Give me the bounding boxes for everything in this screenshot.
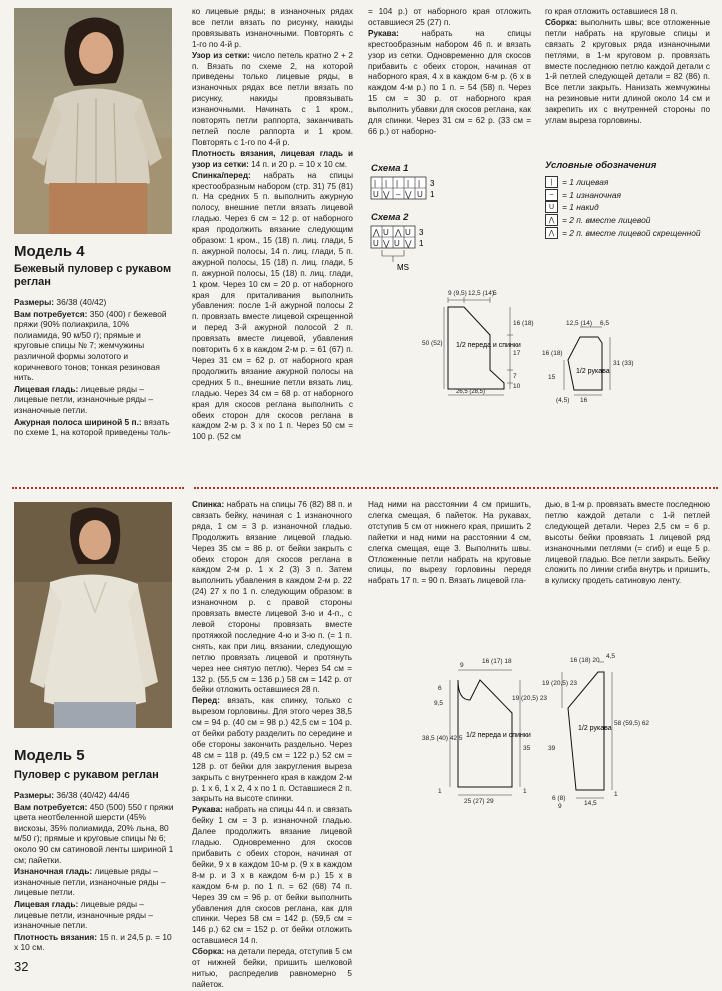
svg-text:U: U <box>405 228 411 237</box>
paragraph <box>545 500 710 587</box>
model4-column-3 <box>368 7 531 137</box>
paragraph-label: Размеры: <box>14 297 55 307</box>
paragraph-text: лицевые ряды – лицевые петли, изнаночные ряды – изнаночные петли. <box>14 898 154 931</box>
scheme1-label: Схема 1 <box>371 163 409 174</box>
svg-text:U: U <box>417 190 423 199</box>
m4-sleeve-label: 1/2 рукава <box>576 368 610 375</box>
paragraph-label: Спинка/перед: <box>192 170 251 180</box>
scheme1-grid <box>371 177 441 205</box>
paragraph-text: 350 (400) г бежевой пряжи (90% полиакрила, 10% полиамида, 90 м/50 г); прямые и круговые спицы № 7; жемчужины различной формы золотого и коричневого тонов; тонкая резиновая нить. <box>14 308 167 383</box>
paragraph-label: Лицевая гладь: <box>14 383 79 394</box>
knit-stitch-icon: | <box>545 176 558 188</box>
svg-text:U: U <box>373 190 379 199</box>
legend-item <box>545 189 715 202</box>
k2tog-icon: ⋀ <box>545 214 558 226</box>
paragraph <box>14 866 176 898</box>
paragraph-text: го края отложить оставшиеся 18 п. <box>545 7 678 16</box>
paragraph-label: Размеры: <box>14 790 55 800</box>
paragraph <box>14 309 176 383</box>
paragraph <box>14 384 176 416</box>
m4-sleeve-left: 16 (18) <box>542 350 563 357</box>
m4-sleeve-left2: 15 <box>548 374 556 381</box>
m4-sleeve-bottom2: (4,5) <box>556 397 570 404</box>
svg-text:⋀: ⋀ <box>373 228 380 237</box>
svg-text:|: | <box>385 179 388 188</box>
m5-body-b-left: 1 <box>438 788 442 795</box>
paragraph-text: 36/38 (40/42) <box>54 297 107 307</box>
m5-sleeve-top: 16 (18) 20 <box>570 657 600 664</box>
scheme2-ms: MS <box>397 263 409 272</box>
paragraph <box>14 790 176 801</box>
page-number: 32 <box>14 959 29 974</box>
m5-body-left: 38,5 (40) 42,5 <box>422 735 463 742</box>
m5-sleeve-left2: 39 <box>548 745 556 752</box>
model5-sleeve-pattern <box>540 650 650 810</box>
model4-photo <box>14 8 172 234</box>
paragraph-label: Сборка: <box>545 17 578 27</box>
model4-specs <box>14 297 176 439</box>
paragraph-text: 15 п. и 24,5 р. = 10 х 10 см. <box>14 931 172 953</box>
legend <box>545 160 715 239</box>
purl-stitch-icon: – <box>545 189 558 201</box>
scheme1-row-3: 3 <box>430 179 435 188</box>
m4-sleeve-bottom: 16 <box>580 397 588 404</box>
model4-subtitle-1: Бежевый пуловер с рукавом <box>14 263 172 275</box>
legend-item <box>545 201 715 214</box>
svg-text:U: U <box>394 239 400 248</box>
m5-sleeve-b3: 1 <box>614 791 618 798</box>
m5-body-l1: 6 <box>438 685 442 692</box>
svg-text:⋁: ⋁ <box>383 190 390 199</box>
yarn-over-icon: U <box>545 201 558 213</box>
model4-sleeve-pattern <box>540 315 650 405</box>
paragraph-text: дью, в 1-м р. провязать вместе последнюю петлю каждой детали с 1-й петлей следующей детали. Через 2,5 см = 6 р. высоты бейки провязать 1 лицевой ряд изнаночными петлями (= сгиб) и еще 5 р. лицевой гладью. Все петли закрыть. Бейку сложить по линии сгиба внутрь и пришить, в кулиску продеть сатиновую ленту. <box>545 500 710 586</box>
legend-item-text: = 2 п. вместе лицевой <box>562 215 651 226</box>
model4-column-4 <box>545 7 710 143</box>
legend-item-text: = 2 п. вместе лицевой скрещенной <box>562 227 701 238</box>
m4-body-top2: 12,5 (14) <box>468 290 495 297</box>
legend-item-text: = 1 лицевая <box>562 177 609 188</box>
m4-body-top: 9 (9,5) <box>448 290 467 297</box>
paragraph <box>545 7 710 18</box>
svg-text:U: U <box>373 239 379 248</box>
paragraph <box>192 7 353 51</box>
paragraph <box>14 297 176 308</box>
paragraph-label: Лицевая гладь: <box>14 898 79 909</box>
paragraph <box>545 18 710 127</box>
m4-body-bottom: 26,5 (28,5) <box>456 389 486 395</box>
paragraph <box>14 932 176 953</box>
scheme1-row-1: 1 <box>430 190 435 199</box>
paragraph <box>192 171 353 444</box>
svg-text:|: | <box>396 179 399 188</box>
paragraph-text: 450 (500) 550 г пряжи цвета неотбеленной шерсти (45% вискозы, 35% полиамида, 20% льна, 80 м/50 г); прямые и круговые спицы № 6; около 90 см сатиновой ленты шириной 1 см; пайетки. <box>14 801 174 865</box>
m4-sleeve-top2: 6,5 <box>600 320 610 327</box>
paragraph <box>14 802 176 866</box>
m4-sleeve-top: 12,5 (14) <box>566 320 593 327</box>
paragraph-label: Спинка: <box>192 500 225 509</box>
m5-body-bottom: 25 (27) 29 <box>464 798 494 805</box>
svg-text:|: | <box>407 179 410 188</box>
model5-photo-image <box>14 502 172 728</box>
svg-text:|: | <box>418 179 421 188</box>
m5-body-label: 1/2 переда и спинки <box>466 732 531 739</box>
paragraph <box>192 500 352 696</box>
paragraph-label: Вам потребуется: <box>14 801 88 812</box>
svg-text:⋁: ⋁ <box>405 190 412 199</box>
svg-text:U: U <box>383 228 389 237</box>
model5-title: Модель 5 <box>14 747 85 764</box>
svg-text:|: | <box>374 179 377 188</box>
paragraph-text: число петель кратно 2 + 2 п. Вязать по схеме 2, на которой приведены только лицевые ряды, в изнаночных рядах все петли вязать по рисунку, накиды провязывать изнаночными. Начинать с 1 кром., повторять петли раппорта, заканчивать петлей после раппорта и 1 кром. Повторять с 1-го по 4-й р. <box>192 50 353 147</box>
m5-sleeve-left: 19 (20,5) 23 <box>542 680 578 687</box>
model5-column-2 <box>192 500 352 989</box>
m5-sleeve-b1: 6 (8) <box>552 795 566 802</box>
paragraph <box>368 500 531 587</box>
paragraph-label: Вам потребуется: <box>14 308 88 319</box>
section-divider <box>12 487 718 491</box>
m4-body-left: 50 (52) <box>422 340 443 347</box>
model5-photo <box>14 502 172 728</box>
scheme2-row-3: 3 <box>419 228 424 237</box>
paragraph <box>192 947 352 991</box>
svg-text:⋀: ⋀ <box>395 228 402 237</box>
paragraph-text: лицевые ряды – изнаночные петли, изнаночные ряды – лицевые петли. <box>14 866 166 898</box>
legend-title: Условные обозначения <box>545 160 657 171</box>
m5-sleeve-right: 58 (59,5) 62 <box>614 720 650 727</box>
paragraph-text: выполнить швы; все отложенные петли набрать на круговые спицы и связать 2 круговых ряда изнаночными петлями, в 1-м круговом р. провязать вместе последнюю петлю каждой детали с 1-й петлей следующей детали = 82 (86) п. Все петли закрыть. Нанизать жемчужины на резиновые нити длиной около 14 см и закрепить их с внутренней стороны по углам выреза горловины. <box>545 17 710 126</box>
paragraph-label: Плотность вязания: <box>14 931 98 942</box>
model4-column-2 <box>192 7 353 442</box>
paragraph-text: лицевые ряды – лицевые петли, изнаночные ряды – изнаночные петли. <box>14 383 154 415</box>
paragraph-text: ко лицевые ряды; в изнаночных рядах все петли вязать по рисунку, накиды провязывать изнаночными. Повторять с 1-го по 4-й р. <box>192 7 353 49</box>
paragraph-label: Перед: <box>192 696 220 706</box>
m4-body-r2: 17 <box>513 350 521 357</box>
m5-sleeve-top2: 4,5 <box>606 653 616 660</box>
paragraph-label: Ажурная полоса шириной 5 п.: <box>14 416 142 427</box>
legend-item <box>545 214 715 227</box>
paragraph <box>368 7 531 29</box>
legend-item <box>545 176 715 189</box>
m5-body-top: 9 <box>460 662 464 669</box>
paragraph <box>14 899 176 931</box>
paragraph-text: набрать на спицы крестообразным набором 46 п. и вязать узор из сетки. Одновременно для скосов прибавить с обеих сторон, начиная от наборного края, 4 х в каждом 6-м р. (6 х в каждом 4-м р.) по 1 п. = 54 (58) п. Через 15 см = 30 р. от наборного края выполнить убавки для скосов реглана, как для спинки. Через 31 см = 62 р. (33 см = 66 р.) от наборно- <box>368 28 531 136</box>
paragraph-label: Изнаночная гладь: <box>14 866 93 877</box>
paragraph-text: Над ними на расстоянии 4 см пришить, слегка смещая, 6 пайеток. На рукавах, отступив 5 см от нижнего края, пришить 2 пайетки и над ними на расстоянии 4 см, слегка смещая, еще 3. Выполнить швы. Отложенные петли набрать на круговые спицы, по вырезу горловины передя набрать 17 п. = 90 п. Вязать лицевой гла- <box>368 500 531 586</box>
paragraph <box>192 51 353 149</box>
model5-body-pattern <box>420 655 548 805</box>
model4-title: Модель 4 <box>14 243 85 260</box>
legend-item-text: = 1 накид <box>562 202 599 213</box>
legend-item-text: = 1 изнаночная <box>562 189 621 200</box>
paragraph-label: Рукава: <box>368 28 399 38</box>
m5-body-top2: 16 (17) 18 <box>482 658 512 665</box>
paragraph-text: набрать на спицы крестообразным набором (стр. 31) 75 (81) п. На средних 5 п. выполнить ажурную полосу, внешние петли вязать лицевой гладью. Через 6 см = 12 р. от наборного края продолжить вязание следующим образом: 1 кром., 15 (18) п. лиц. глади, 5 п. ажурной полосы, 14 п. лиц. глади, 5 п. ажурной полосы, 15 (18) п. лиц. глади, 5 п. ажурной полосы, 15 (18) п. лиц. глади, 1 кром. Через 10 см = 20 р. от наборного края для приталивания выполнить убавления: после 1-й ажурной полосы 2 п. провязать вместе лицевой скрещенной и перед 3-й ажурной полосой 2 п. провязать вместе лицевой, убавления повторить 6 х в каждом 2-м р. = 61 (67) п. Через 31 см = 62 р. от наборного края продолжить вязание ажурной полосы на средних 5 п., внешние петли вязать лиц. гладью. Через 34 см = 68 р. от наборного края для скосов реглана выполнить с обеих сторон для скосов реглана в каждом 2-м р. 3 х по 1 п. Через 50 см = 100 р. (52 см <box>192 170 353 442</box>
paragraph-text: 36/38 (40/42) 44/46 <box>54 790 130 800</box>
svg-text:⋁: ⋁ <box>383 239 390 248</box>
paragraph-text: на детали переда, отступив 5 см от нижней бейки, пришить шелковой нитью, распределив равномерно 5 пайеток. <box>192 947 352 989</box>
m5-sleeve-b2: 9 <box>558 803 562 810</box>
m5-sleeve-label: 1/2 рукава <box>578 725 612 732</box>
model5-column-3 <box>368 500 531 590</box>
m4-body-r3: 7 <box>513 373 517 380</box>
m5-sleeve-bottom: 14,5 <box>584 800 597 807</box>
scheme2-label: Схема 2 <box>371 212 409 223</box>
svg-text:–: – <box>396 190 401 199</box>
paragraph-text: набрать на спицы 76 (82) 88 п. и связать бейку, начиная с 1 изнаночного ряда, 1 см = 3 р. изнаночной гладью. Продолжить вязание лицевой гладью. Через 35 см = 86 р. от бейки закрыть с обеих сторон для скосов реглана в каждом 2-м р. 1 х 2 (3) 3 п. Затем выполнить убавления в каждом 2-м р. 22 (24) 27 х по 1 п. следующим образом: в изнаночном р. с правой стороны провязать вместе лицевой 3-ю и 4-п., с левой стороны провязать вместе протяжкой последние 4-ю и 3-ю п. (= 1 п. снять, как при лиц. вязании, следующую петлю провязать лицевой и протянуть через нее снятую петлю). Через 54 см = 132 р. (55,5 см = 136 р.) 58 см = 142 р. от бейки отложить оставшиеся 28 п. <box>192 500 352 695</box>
paragraph-label: Сборка: <box>192 947 225 957</box>
paragraph-label: Плотность вязания, лицевая гладь и узор из сетки: <box>192 148 353 169</box>
paragraph <box>14 417 176 438</box>
model4-subtitle-2: реглан <box>14 276 51 288</box>
paragraph <box>192 805 352 947</box>
scheme2-row-1: 1 <box>419 239 424 248</box>
scheme2-grid <box>371 226 441 272</box>
k2tog-tbl-icon: ⋀ <box>545 227 558 239</box>
paragraph-text: = 104 р.) от наборного края отложить оставшиеся 25 (27) п. <box>368 7 531 27</box>
m5-body-r2: 35 <box>523 745 531 752</box>
paragraph-label: Рукава: <box>192 805 223 815</box>
m5-body-b-right: 1 <box>523 788 527 795</box>
svg-text:⋁: ⋁ <box>405 239 412 248</box>
model5-subtitle: Пуловер с рукавом реглан <box>14 769 159 781</box>
model4-photo-image <box>14 8 172 234</box>
m5-body-l2: 9,5 <box>434 700 444 707</box>
m4-body-label: 1/2 переда и спинки <box>456 342 521 349</box>
paragraph-text: набрать на спицы 44 п. и связать бейку 1 см = 3 р. изнаночной гладью. Далее продолжить вязание лицевой гладью. Одновременно для скосов прибавить с обеих сторон, начиная от бейки, 9 х в каждом 10-м р. (9 х в каждом 8-м р. и 3 х в каждом 6-м р.) 15 х в каждом 6-м р. по 1 п. = 62 (68) 74 п. Через 39 см = 96 р. от бейки выполнить убавления для скосов реглана, как для спинки. Через 58 см = 142 р. (59,5 см = 146 р.) 62 см = 152 р. от бейки отложить оставшиеся 14 п. <box>192 805 352 946</box>
model5-specs <box>14 790 176 954</box>
m5-body-r1: 19 (20,5) 23 <box>512 695 548 702</box>
paragraph <box>368 29 531 138</box>
m4-body-top3: 5 <box>493 290 497 297</box>
m4-body-r1: 16 (18) <box>513 320 534 327</box>
paragraph <box>192 696 352 805</box>
m4-body-r4: 10 <box>513 383 521 390</box>
legend-item <box>545 226 715 239</box>
paragraph-text: вязать, как спинку, только с вырезом горловины. Для этого через 38,5 см = 94 р. (40 см = 98 р.) 42,5 см = 104 р. от бейки работу разделить по середине и обе стороны закончить раздельно. Через 48 см = 118 р. (49,5 см = 122 р.) 52 см = 128 р. от бейки для закругления выреза закрыть с внутреннего края в каждом 2-м р. 1 х 6, 1 х 2, 4 х по 1 п. Оставшиеся 2 п. закрыть на высоте спинки. <box>192 696 352 804</box>
paragraph <box>192 149 353 171</box>
paragraph-text: 14 п. и 20 р. = 10 х 10 см. <box>248 159 348 169</box>
paragraph-text: вязать по схеме 1, на которой приведены толь- <box>14 416 171 438</box>
paragraph-label: Узор из сетки: <box>192 50 250 60</box>
m4-sleeve-right: 31 (33) <box>613 360 634 367</box>
model5-column-4 <box>545 500 710 590</box>
model4-body-pattern <box>420 285 534 400</box>
